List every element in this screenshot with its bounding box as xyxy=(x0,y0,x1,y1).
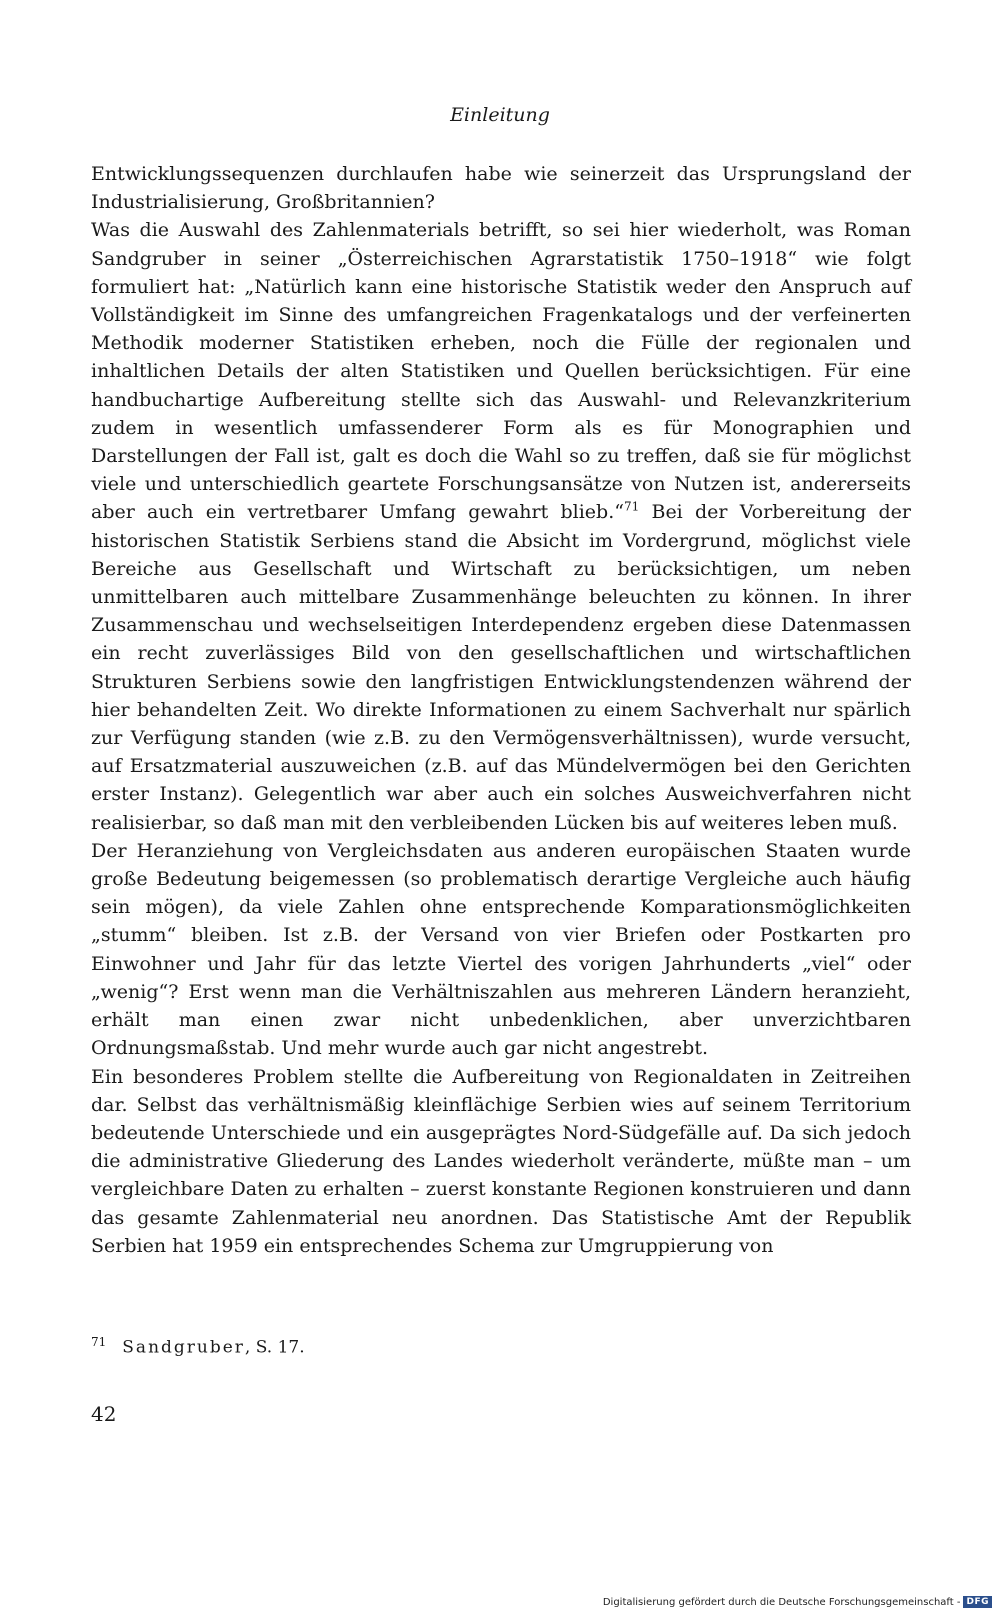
paragraph-1: Entwicklungssequenzen durchlaufen habe wie seinerzeit das Ursprungsland der Industrialisierung, Großbritannien? xyxy=(91,163,911,214)
paragraph-3: Der Heranziehung von Vergleichsdaten aus anderen europäischen Staaten wurde große Bedeutung beigemessen (so problematisch derartige Vergleiche auch häufig sein mögen), da viele Zahlen ohne entsprechende Komparationsmöglichkeiten „stumm“ bleiben. Ist z.B. der Versand von vier Briefen oder Postkarten pro Einwohner und Jahr für das letzte Viertel des vorigen Jahrhunderts „viel“ oder „wenig“? Erst wenn man die Verhältniszahlen aus mehreren Ländern heranzieht, erhält man einen zwar nicht unbedenklichen, aber unverzichtbaren Ordnungsmaßstab. Und mehr wurde auch gar nicht angestrebt. xyxy=(91,839,911,1060)
paragraph-2-continuation: Bei der Vorbereitung der historischen Statistik Serbiens stand die Absicht im Vordergrund, möglichst viele Bereiche aus Gesellschaft und Wirtschaft zu berücksichtigen, um neben unmittelbaren auch mittelbare Zusammenhänge beleuchten zu können. In ihrer Zusammenschau und wechselseitigen Interdependenz ergeben diese Datenmassen ein recht zuverlässiges Bild von den gesellschaftlichen und wirtschaftlichen Strukturen Serbiens sowie den langfristigen Entwicklungstendenzen während der hier behandelten Zeit. Wo direkte Informationen zu einem Sachverhalt nur spärlich zur Verfügung standen (wie z.B. zu den Vermögensverhältnissen), wurde versucht, auf Ersatzmaterial auszuweichen (z.B. auf das Mündelvermögen bei den Gerichten erster Instanz). Gelegentlich war aber auch ein solches Ausweichverfahren nicht realisierbar, so daß man mit den verbleibenden Lücken bis auf weiteres leben muß. xyxy=(91,501,912,834)
paragraph-2 xyxy=(91,216,911,836)
body-text xyxy=(91,160,911,1260)
footnote-author: Sandgruber xyxy=(122,1337,245,1358)
paragraph-4: Ein besonderes Problem stellte die Aufbereitung von Regionaldaten in Zeitreihen dar. Selbst das verhältnismäßig kleinflächige Serbien wies auf seinem Territorium bedeutende Unterschiede und ein ausgeprägtes Nord-Südgefälle auf. Da sich jedoch die administrative Gliederung des Landes wiederholt veränderte, müßte man – um vergleichbare Daten zu erhalten – zuerst konstante Regionen konstruieren und dann das gesamte Zahlenmaterial neu anordnen. Das Statistische Amt der Republik Serbien hat 1959 ein entsprechendes Schema zur Umgruppierung von xyxy=(91,1065,911,1257)
footnote xyxy=(91,1335,305,1358)
running-head: Einleitung xyxy=(450,104,550,126)
footnote-citation: , S. 17. xyxy=(244,1337,305,1358)
digitization-credit xyxy=(603,1596,992,1608)
footnote-reference[interactable]: 71 xyxy=(623,500,640,515)
digitization-note: Digitalisierung gefördert durch die Deutsche Forschungsgemeinschaft - xyxy=(602,1596,961,1608)
page-number: 42 xyxy=(91,1402,117,1426)
footnote-number: 71 xyxy=(91,1335,107,1349)
dfg-logo-icon: DFG xyxy=(963,1596,992,1608)
paragraph-2-quote: Was die Auswahl des Zahlenmaterials betrifft, so sei hier wiederholt, was Roman Sandgruber in seiner „Österreichischen Agrarstatistik 1750–1918“ wie folgt formuliert hat: „Natürlich kann eine historische Statistik weder den Anspruch auf Vollständigkeit im Sinne des umfangreichen Fragenkatalogs und der verfeinerten Methodik moderner Statistiken erheben, noch die Fülle der regionalen und inhaltlichen Details der alten Statistiken und Quellen berücksichtigen. Für eine handbuchartige Aufbereitung stellte sich das Auswahl- und Relevanzkriterium zudem in wesentlich umfassenderer Form als es für Monographien und Darstellungen der Fall ist, galt es doch die Wahl so zu treffen, daß sie für möglichst viele und unterschiedlich geartete Forschungsansätze von Nutzen ist, andererseits aber auch ein vertretbarer Umfang gewahrt blieb.“ xyxy=(91,219,911,524)
